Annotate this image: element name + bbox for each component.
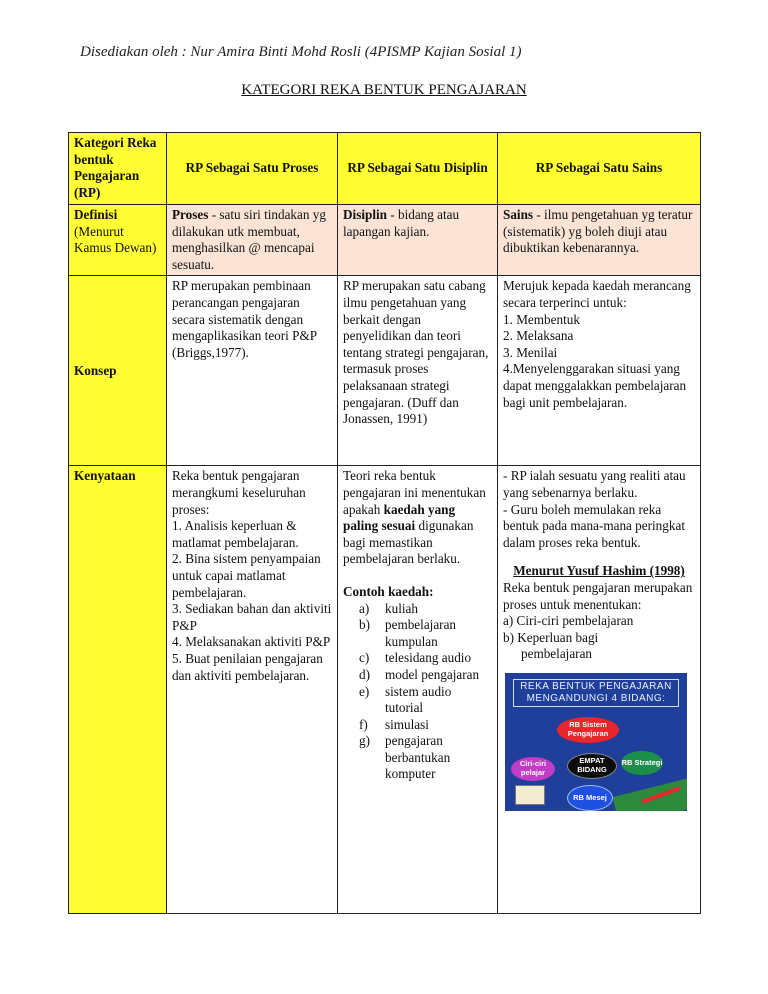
table-header-row	[69, 133, 701, 205]
table-row-definisi	[69, 205, 701, 276]
desk-graphic	[613, 778, 687, 811]
list-text: pengajaran berbantukan komputer	[385, 733, 451, 782]
list-marker: a)	[359, 600, 370, 616]
list-item: - Guru boleh memulakan reka bentuk pada mana-mana peringkat dalam proses reka bentuk.	[503, 501, 685, 550]
list-item	[359, 666, 492, 684]
header-discipline: RP Sebagai Satu Disiplin	[338, 133, 498, 205]
bubble-ciri-pelajar: Ciri-ciri pelajar	[511, 757, 555, 781]
list-marker: g)	[359, 733, 370, 749]
definisi-sains-text: - ilmu pengetahuan yg teratur (sistematik) yg boleh diuji atau dibuktikan kebenarannya.	[503, 207, 693, 256]
text-span: digunakan bagi memastikan pembelajaran berlaku.	[343, 518, 474, 567]
kenyataan-proses-intro: Reka bentuk pengajaran merangkumi keseluruhan proses:	[172, 468, 306, 517]
row-label-konsep	[69, 276, 167, 466]
definisi-discipline-cell	[338, 205, 498, 276]
list-text: pembelajaran kumpulan	[385, 617, 457, 649]
category-table	[68, 132, 701, 914]
term-proses: Proses	[172, 207, 209, 222]
list-item: 2. Bina sistem penyampaian untuk capai matlamat pembelajaran.	[172, 551, 321, 600]
book-icon	[515, 785, 545, 805]
definisi-source: (Menurut Kamus Dewan)	[74, 223, 157, 256]
list-text: kuliah	[385, 600, 418, 616]
author-line: Disediakan oleh : Nur Amira Binti Mohd Rosli (4PISMP Kajian Sosial 1)	[80, 44, 522, 60]
definisi-disiplin-text: - bidang atau lapangan kajian.	[343, 207, 460, 239]
list-marker: c)	[359, 650, 370, 666]
list-text: telesidang audio	[385, 650, 472, 666]
list-item	[359, 733, 492, 783]
list-item: 2. Melaksana	[503, 328, 574, 344]
header-process: RP Sebagai Satu Proses	[167, 133, 338, 205]
term-disiplin: Disiplin	[343, 207, 387, 222]
list-item: 3. Menilai	[503, 344, 558, 360]
list-item: b) Keperluan bagi	[503, 629, 599, 645]
definisi-process-cell	[167, 205, 338, 276]
list-marker: e)	[359, 683, 370, 699]
kenyataan-discipline-cell	[338, 466, 498, 914]
list-item	[359, 617, 492, 650]
contoh-list	[343, 601, 492, 784]
list-marker: f)	[359, 716, 368, 732]
bubble-rb-sistem: RB Sistem Pengajaran	[557, 717, 619, 743]
text-span: Teori reka bentuk pengajaran ini menentukan apakah	[343, 468, 486, 517]
konsep-process-cell: RP merupakan pembinaan perancangan pengajaran secara sistematik dengan mengaplikasikan teori P&P (Briggs,1977).	[167, 276, 338, 466]
bubble-rb-mesej: RB Mesej	[567, 785, 613, 811]
table-row-kenyataan	[69, 466, 701, 914]
list-item: 1. Membentuk	[503, 311, 580, 327]
konsep-science-cell	[498, 276, 701, 466]
konsep-label: Konsep	[74, 362, 117, 378]
page-title: KATEGORI REKA BENTUK PENGAJARAN	[241, 82, 527, 98]
list-item	[359, 650, 492, 667]
contoh-heading: Contoh kaedah:	[343, 583, 434, 599]
konsep-discipline-cell: RP merupakan satu cabang ilmu pengetahuan yang berkait dengan penyelidikan dan teori tentang strategi pengajaran, termasuk proses pelaksanaan strategi pengajaran. (Duff dan Jonassen, 1991)	[338, 276, 498, 466]
kenyataan-process-cell	[167, 466, 338, 914]
row-label-kenyataan	[69, 466, 167, 914]
bold-phrase: kaedah yang paling sesuai	[343, 501, 456, 534]
list-marker: b)	[359, 617, 370, 633]
header-category: Kategori Reka bentuk Pengajaran (RP)	[69, 133, 167, 205]
term-sains: Sains	[503, 207, 534, 222]
definisi-proses-text: - satu siri tindakan yg dilakukan utk membuat, menghasilkan @ mencapai sesuatu.	[172, 207, 326, 272]
bubble-rb-strategi: RB Strategi	[621, 751, 663, 775]
list-text: model pengajaran	[385, 666, 480, 682]
kenyataan-science-cell	[498, 466, 701, 914]
row-label-definisi	[69, 205, 167, 276]
list-item: - RP ialah sesuatu yang realiti atau yang sebenarnya berlaku.	[503, 468, 686, 500]
list-item: 4. Melaksanakan aktiviti P&P	[172, 634, 331, 650]
table-row-konsep	[69, 276, 701, 466]
header-science: RP Sebagai Satu Sains	[498, 133, 701, 205]
list-item: 1. Analisis keperluan & matlamat pembelajaran.	[172, 518, 299, 550]
konsep-sains-intro: Merujuk kepada kaedah merancang secara terperinci untuk:	[503, 278, 691, 310]
kenyataan-label: Kenyataan	[74, 468, 136, 484]
list-item	[359, 683, 492, 717]
bubble-empat-bidang: EMPAT BIDANG	[567, 753, 617, 779]
list-item: a) Ciri-ciri pembelajaran	[503, 613, 634, 629]
sains-subheading: Menurut Yusuf Hashim (1998)	[513, 563, 685, 579]
slide-title: REKA BENTUK PENGAJARAN MENGANDUNGI 4 BIDANG:	[513, 679, 679, 707]
diagram-slide-image	[505, 673, 687, 811]
list-item: 5. Buat penilaian pengajaran dan aktiviti pembelajaran.	[172, 650, 323, 683]
list-text: sistem audio tutorial	[385, 683, 452, 716]
list-item	[359, 600, 492, 618]
kenyataan-disiplin-text	[343, 468, 492, 568]
list-item: 4.Menyelenggarakan situasi yang dapat menggalakkan pembelajaran bagi unit pembelajaran.	[503, 361, 687, 410]
list-item: 3. Sediakan bahan dan aktiviti P&P	[172, 601, 332, 633]
list-item	[359, 716, 492, 734]
definisi-science-cell	[498, 205, 701, 276]
list-item-continuation: pembelajaran	[521, 646, 593, 662]
sains-text: Reka bentuk pengajaran merupakan proses untuk menentukan:	[503, 579, 693, 612]
list-marker: d)	[359, 666, 370, 682]
definisi-label: Definisi	[74, 207, 118, 222]
list-text: simulasi	[385, 716, 429, 732]
